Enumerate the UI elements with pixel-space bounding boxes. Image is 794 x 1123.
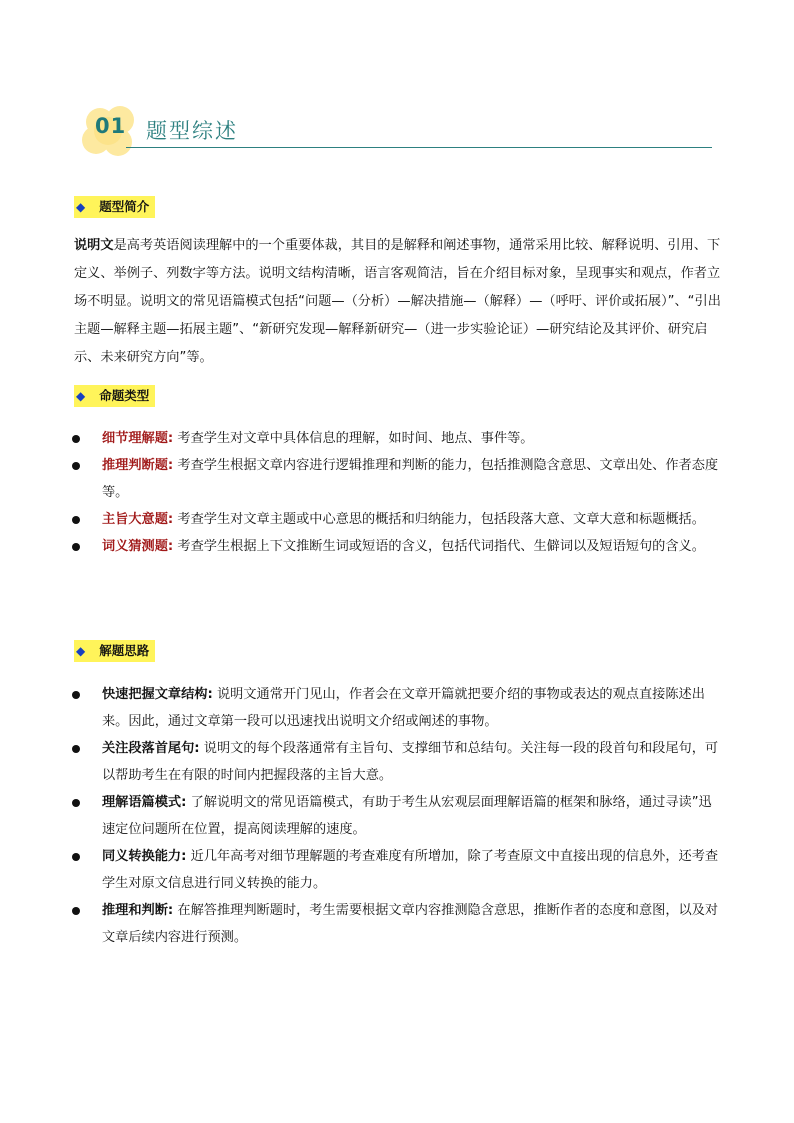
bullet-dot-icon	[72, 543, 80, 551]
list-item: 推理判断题: 考查学生根据文章内容进行逻辑推理和判断的能力，包括推测隐含意思、文章出处、作者态度等。	[72, 452, 724, 506]
bullet-dot-icon	[72, 853, 80, 861]
section-number: 01	[95, 114, 127, 138]
list-item: 同义转换能力: 近几年高考对细节理解题的考查难度有所增加，除了考查原文中直接出现的信息外，还考查学生对原文信息进行同义转换的能力。	[72, 843, 724, 897]
bullet-dot-icon	[72, 907, 80, 915]
bullet-dot-icon	[72, 516, 80, 524]
intro-text: 是高考英语阅读理解中的一个重要体裁，其目的是解释和阐述事物，通常采用比较、解释说明、引用、下定义、举例子、列数字等方法。说明文结构清晰，语言客观简洁，旨在介绍目标对象，呈现事实和观点，作者立场不明显。说明文的常见语篇模式包括“问题—（分析）—解决措施—（解释）—（呼吁、评价或拓展）”、“引出主题—解释主题—拓展主题”、“新研究发现—解释新研究—（进一步实验论证）—研究结论及其评价、研究启示、未来研究方向”等。	[74, 238, 721, 365]
header-divider	[126, 147, 712, 148]
bullet-dot-icon	[72, 435, 80, 443]
list-item: 推理和判断: 在解答推理判断题时，考生需要根据文章内容推测隐含意思，推断作者的态度和意图，以及对文章后续内容进行预测。	[72, 897, 724, 951]
list-item: 词义猜测题: 考查学生根据上下文推断生词或短语的含义，包括代词指代、生僻词以及短语短句的含义。	[72, 533, 724, 560]
bullet-dot-icon	[72, 691, 80, 699]
section-title: 题型综述	[146, 119, 238, 143]
bullet-dot-icon	[72, 462, 80, 470]
list-item: 细节理解题: 考查学生对文章中具体信息的理解，如时间、地点、事件等。	[72, 425, 724, 452]
list-item: 理解语篇模式: 了解说明文的常见语篇模式，有助于考生从宏观层面理解语篇的框架和脉络，通过寻读”迅速定位问题所在位置，提高阅读理解的速度。	[72, 789, 724, 843]
diamond-bullet-icon: ◆	[76, 389, 86, 403]
list-item: 快速把握文章结构: 说明文通常开门见山，作者会在文章开篇就把要介绍的事物或表达的观点直接陈述出来。因此，通过文章第一段可以迅速找出说明文介绍或阐述的事物。	[72, 681, 724, 735]
types-list	[72, 425, 724, 560]
section-label-approach: ◆ 解题思路	[74, 640, 155, 662]
intro-lead-term: 说明文	[74, 238, 114, 253]
section-label-intro: ◆ 题型简介	[74, 196, 155, 218]
bullet-dot-icon	[72, 799, 80, 807]
bullet-dot-icon	[72, 745, 80, 753]
diamond-bullet-icon: ◆	[76, 644, 86, 658]
approach-list	[72, 681, 724, 951]
section-header	[80, 100, 712, 160]
diamond-bullet-icon: ◆	[76, 200, 86, 214]
intro-paragraph	[74, 232, 722, 372]
list-item: 主旨大意题: 考查学生对文章主题或中心意思的概括和归纳能力，包括段落大意、文章大意和标题概括。	[72, 506, 724, 533]
list-item: 关注段落首尾句: 说明文的每个段落通常有主旨句、支撑细节和总结句。关注每一段的段首句和段尾句，可以帮助考生在有限的时间内把握段落的主旨大意。	[72, 735, 724, 789]
section-label-types: ◆ 命题类型	[74, 385, 155, 407]
